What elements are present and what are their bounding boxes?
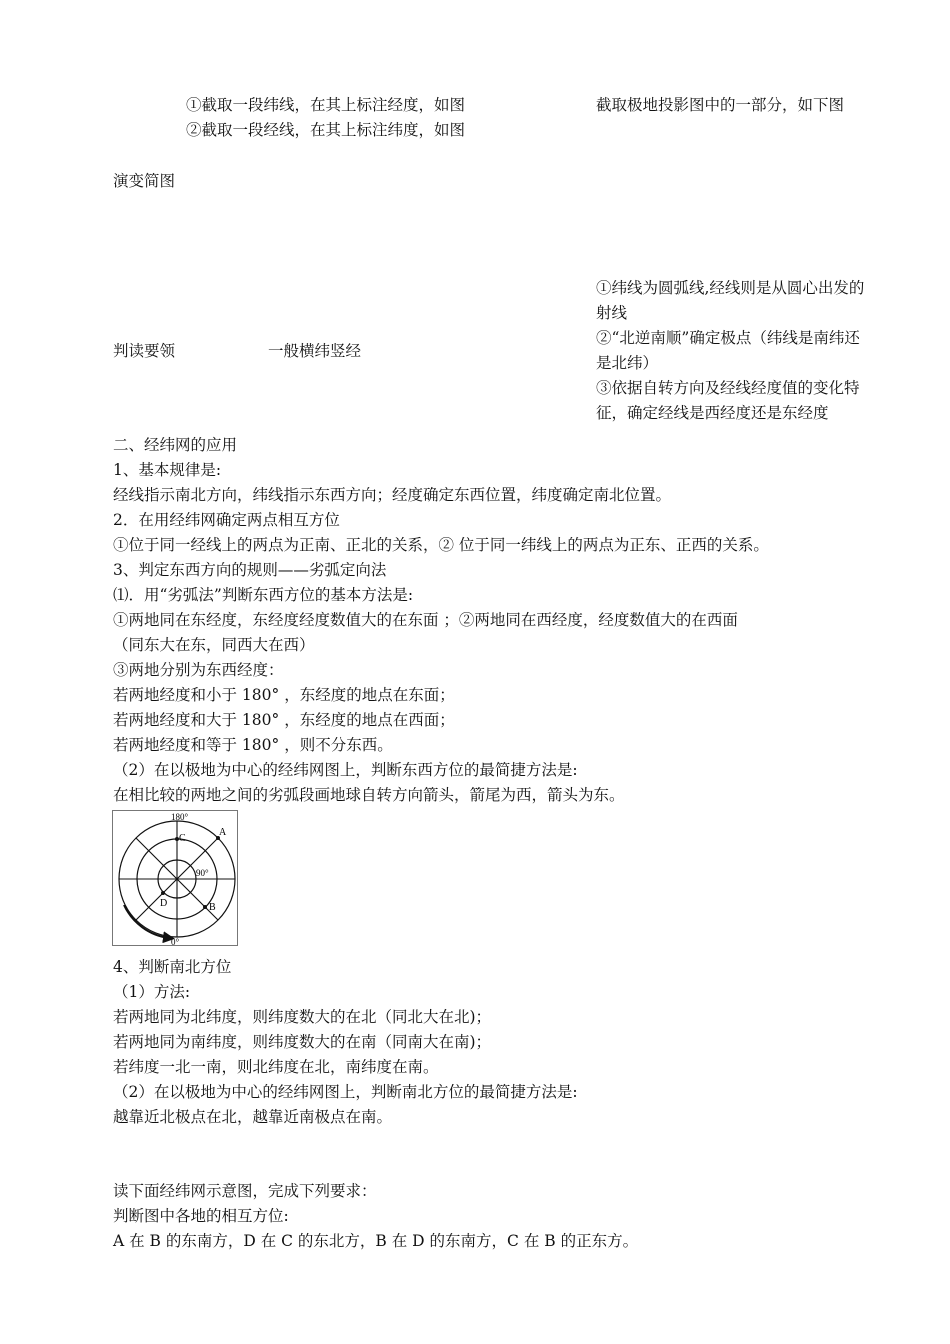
reading-col3-line: ①纬线为圆弧线,经线则是从圆心出发的 [596, 279, 865, 297]
reading-col3-line: ②“北逆南顺”确定极点（纬线是南纬还 [596, 329, 860, 347]
body-line: 3、判定东西方向的规则——劣弧定向法 [113, 561, 387, 579]
label-point-a: A [219, 827, 227, 838]
body-line: （2）在以极地为中心的经纬网图上，判断东西方位的最简捷方法是: [113, 761, 578, 779]
exercise-line: 读下面经纬网示意图，完成下列要求： [113, 1182, 377, 1200]
polar-grid-diagram [113, 811, 237, 945]
exercise-line: A 在 B 的东南方，D 在 C 的东北方，B 在 D 的东南方，C 在 B 的正东方。 [113, 1232, 639, 1250]
table-col3-line1: 截取极地投影图中的一部分，如下图 [596, 96, 845, 114]
body-line: 若两地经度和等于 180° ，则不分东西。 [113, 736, 393, 754]
reading-col3-line: 是北纬） [596, 354, 659, 372]
body-line: 2．在用经纬网确定两点相互方位 [113, 511, 340, 529]
label-point-d: D [160, 898, 168, 909]
body-line: 若纬度一北一南，则北纬度在北，南纬度在南。 [113, 1058, 439, 1076]
body-line: 经线指示南北方向，纬线指示东西方向；经度确定东西位置，纬度确定南北位置。 [113, 486, 672, 504]
section-heading: 二、经纬网的应用 [113, 436, 238, 454]
body-line: ⑴．用“劣弧法”判断东西方位的基本方法是: [113, 586, 414, 604]
point-b-marker [203, 905, 207, 909]
reading-col3-line: 射线 [596, 304, 628, 322]
label-90: 90° [196, 868, 209, 878]
label-0: 0° [171, 937, 180, 945]
label-180: 180° [171, 812, 189, 822]
point-d-marker [161, 891, 165, 895]
row-label-evolution: 演变简图 [113, 172, 176, 190]
exercise-line: 判断图中各地的相互方位: [113, 1207, 289, 1225]
body-line: ③两地分别为东西经度： [113, 661, 284, 679]
label-point-c: C [179, 833, 186, 844]
body-line: 若两地同为南纬度，则纬度数大的在南（同南大在南)； [113, 1033, 492, 1051]
body-line: 1、基本规律是: [113, 461, 222, 479]
body-line: ①位于同一经线上的两点为正南、正北的关系，② 位于同一纬线上的两点为正东、正西的关系。 [113, 536, 769, 554]
row-label-reading: 判读要领 [113, 342, 176, 360]
body-line: （2）在以极地为中心的经纬网图上，判断南北方位的最简捷方法是: [113, 1083, 578, 1101]
body-line: （同东大在东，同西大在西） [113, 636, 315, 654]
body-line: 4、判断南北方位 [113, 958, 232, 976]
body-line: 在相比较的两地之间的劣弧段画地球自转方向箭头，箭尾为西，箭头为东。 [113, 786, 625, 804]
body-line: （1）方法: [113, 983, 191, 1001]
body-line: 若两地经度和小于 180° ，东经度的地点在东面； [113, 686, 455, 704]
label-point-b: B [209, 902, 216, 913]
body-line: 若两地经度和大于 180° ，东经度的地点在西面； [113, 711, 455, 729]
body-line: 若两地同为北纬度，则纬度数大的在北（同北大在北)； [113, 1008, 492, 1026]
table-col2-line1: ①截取一段纬线，在其上标注经度，如图 [186, 96, 466, 114]
body-line: ①两地同在东经度，东经度经度数值大的在东面 ；②两地同在西经度，经度数值大的在西面 [113, 611, 738, 629]
table-col2-line2: ②截取一段经线，在其上标注纬度，如图 [186, 121, 466, 139]
reading-col3-line: 征，确定经线是西经度还是东经度 [596, 404, 829, 422]
reading-col2: 一般横纬竖经 [268, 342, 362, 360]
reading-col3-line: ③依据自转方向及经线经度值的变化特 [596, 379, 860, 397]
polar-projection-figure [112, 810, 238, 946]
body-line: 越靠近北极点在北，越靠近南极点在南。 [113, 1108, 393, 1126]
